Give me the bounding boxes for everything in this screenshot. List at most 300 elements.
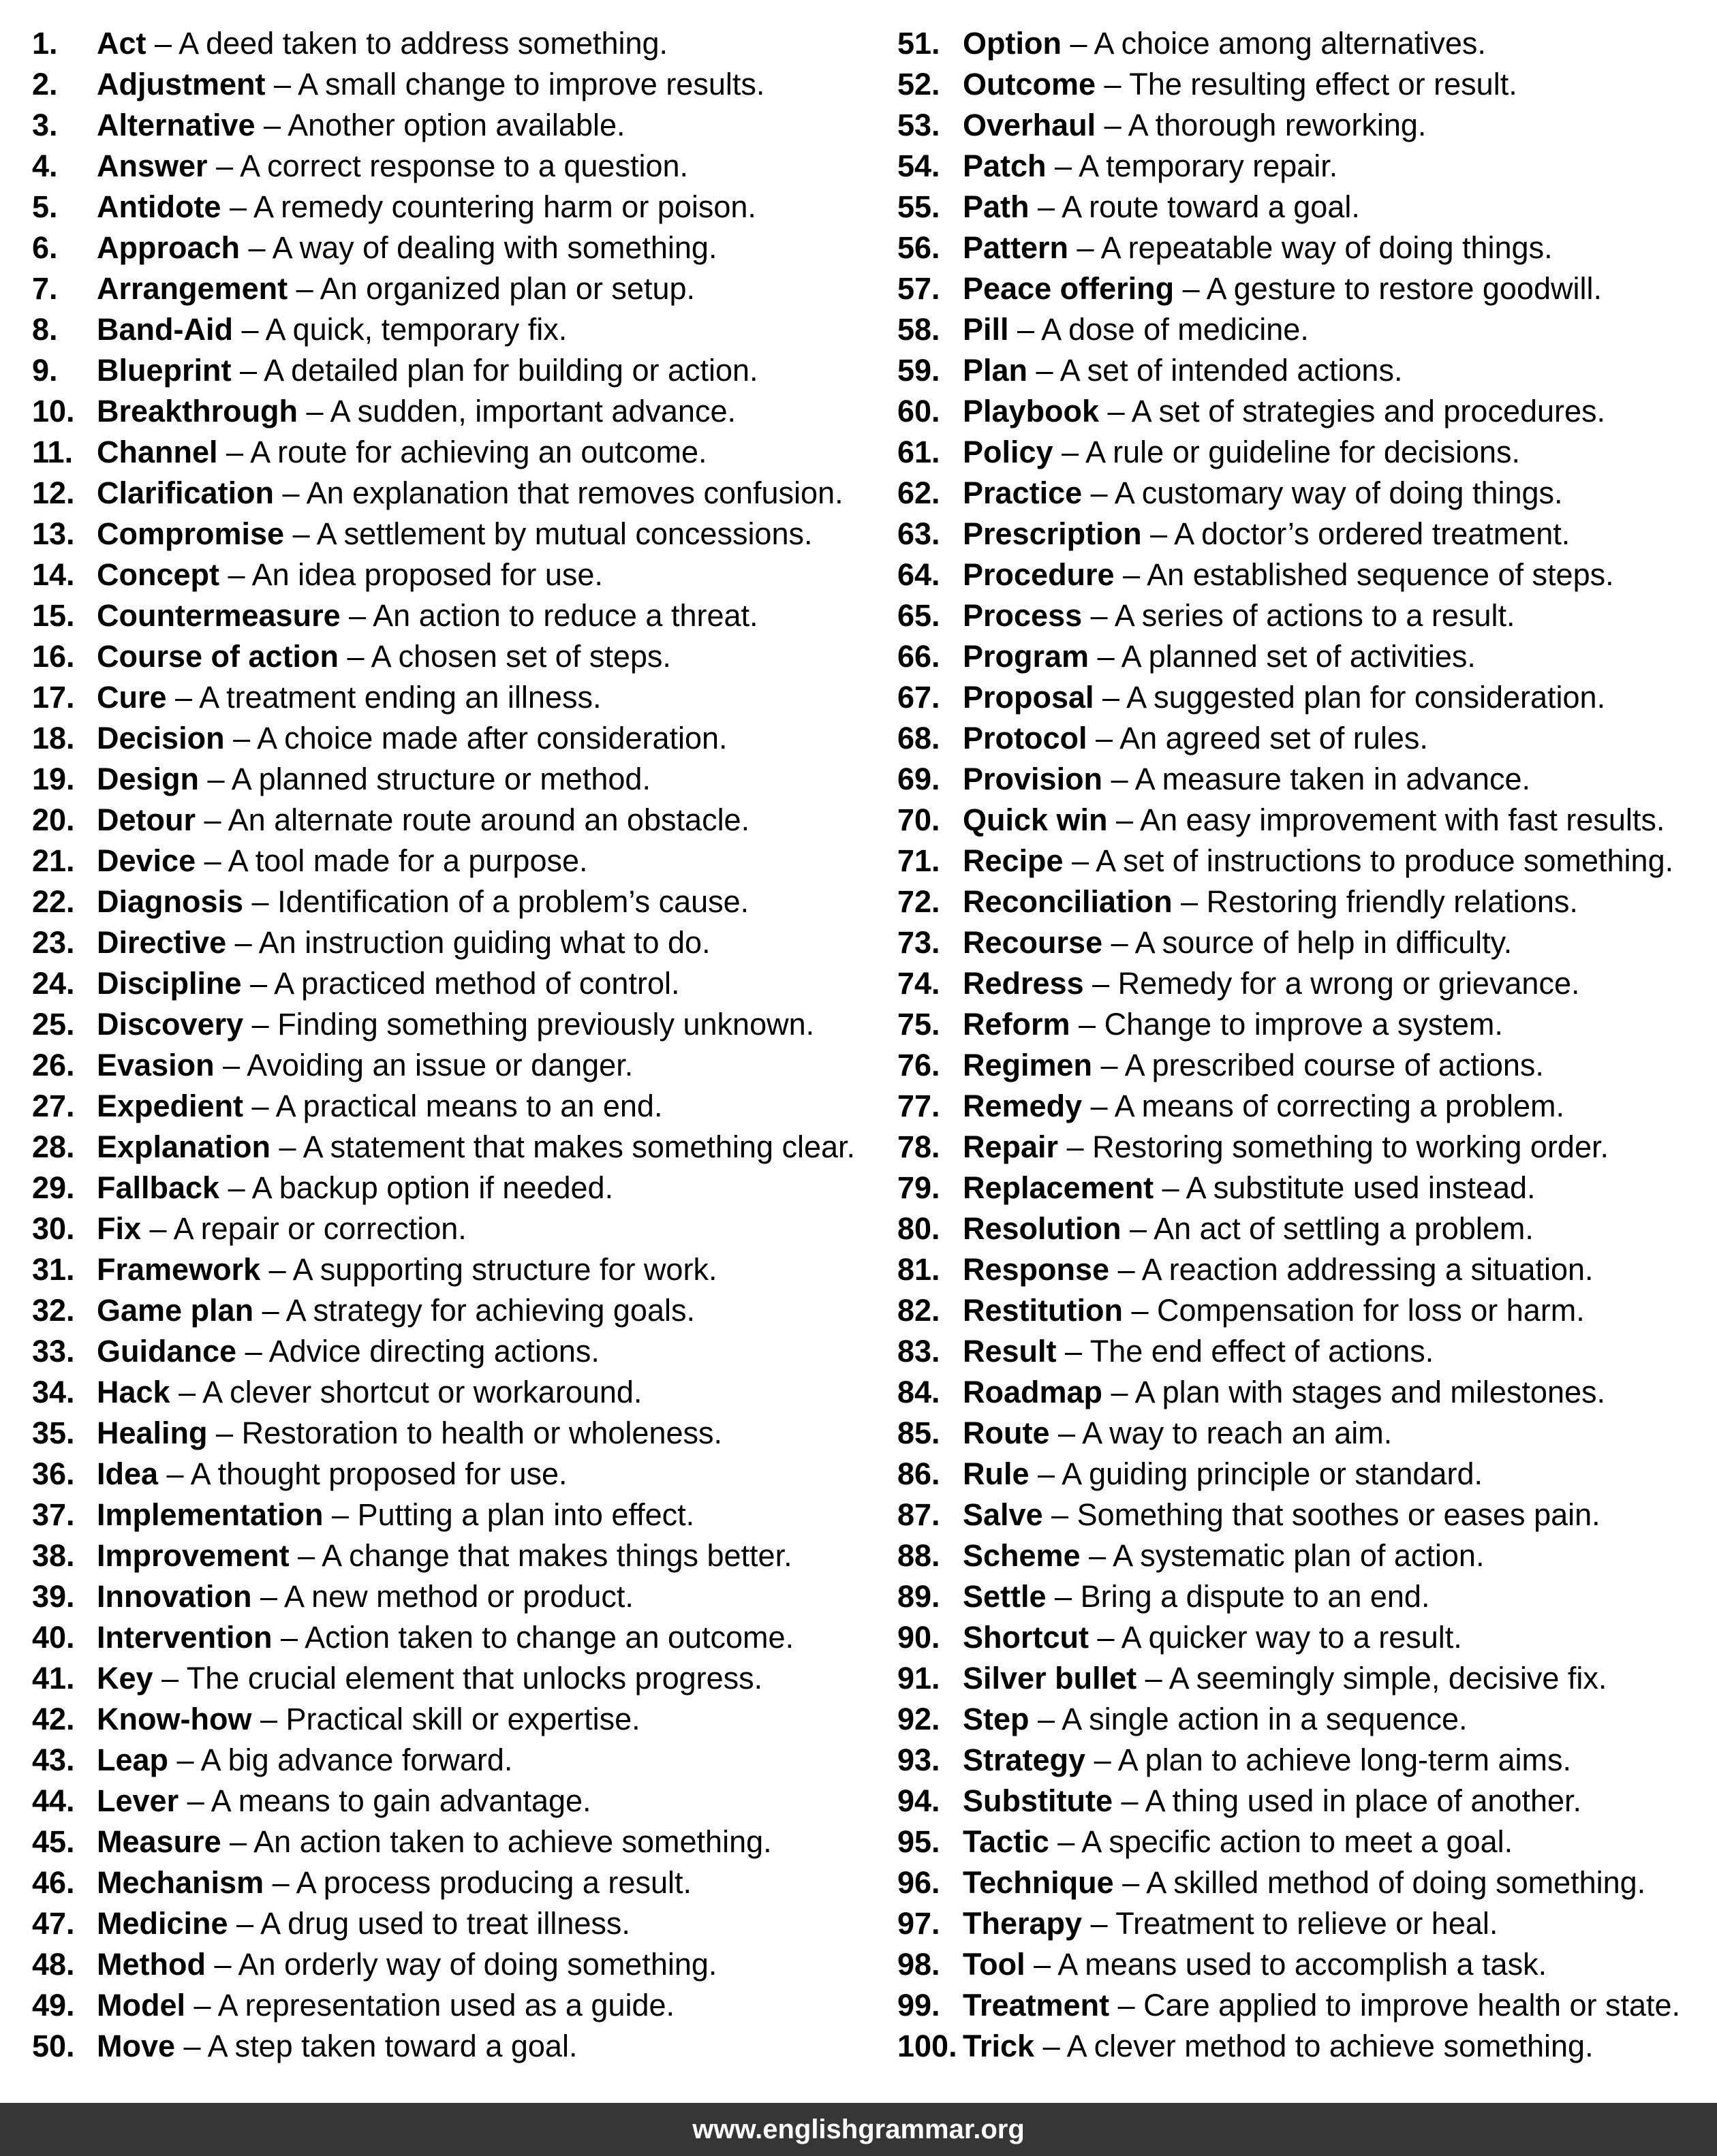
- item-body: [963, 2026, 1594, 2067]
- item-separator: –: [168, 1743, 201, 1777]
- item-body: [97, 1208, 467, 1249]
- item-definition: A small change to improve results.: [298, 67, 765, 101]
- item-definition: An alternate route around an obstacle.: [228, 802, 750, 837]
- item-number: 68.: [897, 721, 940, 755]
- item-term: Answer: [97, 149, 208, 183]
- item-definition: Practical skill or expertise.: [285, 1702, 640, 1736]
- item-separator: –: [170, 1375, 203, 1409]
- item-definition: A big advance forward.: [200, 1743, 513, 1777]
- item-definition: An agreed set of rules.: [1119, 721, 1428, 755]
- item-number: 81.: [897, 1252, 940, 1287]
- item-definition: A thorough reworking.: [1128, 108, 1427, 142]
- item-body: [963, 1168, 1536, 1208]
- item-definition: A change that makes things better.: [322, 1538, 792, 1573]
- item-term: Strategy: [963, 1743, 1086, 1777]
- item-number: 71.: [897, 843, 940, 878]
- item-definition: A way of dealing with something.: [272, 230, 717, 265]
- item-term: Course of action: [97, 639, 339, 674]
- item-body: [963, 64, 1517, 105]
- item-separator: –: [255, 108, 288, 142]
- item-body: [963, 922, 1512, 963]
- item-separator: –: [1025, 1947, 1058, 1982]
- item-term: Silver bullet: [963, 1661, 1137, 1696]
- item-number: 13.: [32, 516, 75, 551]
- item-separator: –: [243, 884, 278, 919]
- item-body: [97, 105, 625, 146]
- item-term: Procedure: [963, 557, 1115, 592]
- item-body: [963, 800, 1665, 841]
- item-body: [97, 800, 749, 841]
- item-body: [97, 1168, 613, 1208]
- item-body: [963, 759, 1530, 800]
- item-term: Step: [963, 1702, 1030, 1736]
- item-number: 18.: [32, 721, 75, 755]
- item-number: 82.: [897, 1293, 940, 1328]
- item-separator: –: [260, 1252, 293, 1287]
- item-definition: The resulting effect or result.: [1129, 67, 1517, 101]
- item-body: [963, 1127, 1609, 1168]
- item-number: 100.: [897, 2029, 957, 2063]
- item-number: 74.: [897, 966, 940, 1001]
- item-term: Route: [963, 1416, 1050, 1450]
- item-term: Breakthrough: [97, 394, 298, 428]
- item-separator: –: [1094, 680, 1127, 715]
- item-body: [963, 881, 1578, 922]
- item-body: [97, 1290, 695, 1331]
- item-term: Arrangement: [97, 271, 288, 306]
- item-number: 31.: [32, 1252, 75, 1287]
- item-term: Result: [963, 1334, 1057, 1369]
- item-number: 85.: [897, 1416, 940, 1450]
- item-term: Replacement: [963, 1170, 1154, 1205]
- item-number: 65.: [897, 598, 940, 633]
- item-number: 12.: [32, 475, 75, 510]
- item-number: 48.: [32, 1947, 75, 1982]
- item-separator: –: [146, 26, 179, 61]
- item-separator: –: [1122, 1293, 1158, 1328]
- item-separator: –: [272, 1620, 305, 1655]
- item-definition: A source of help in difficulty.: [1134, 925, 1513, 960]
- item-term: Compromise: [97, 516, 285, 551]
- item-body: [97, 1331, 600, 1372]
- item-number: 49.: [32, 1988, 75, 2022]
- item-separator: –: [196, 843, 228, 878]
- item-number: 76.: [897, 1048, 940, 1082]
- item-term: Technique: [963, 1865, 1114, 1900]
- item-separator: –: [243, 1007, 278, 1042]
- item-body: [97, 759, 651, 800]
- item-definition: A suggested plan for consideration.: [1126, 680, 1606, 715]
- item-number: 37.: [32, 1497, 75, 1532]
- item-body: [963, 309, 1309, 350]
- item-separator: –: [231, 353, 264, 388]
- item-term: Leap: [97, 1743, 169, 1777]
- item-term: Pill: [963, 312, 1009, 347]
- item-separator: –: [1141, 516, 1175, 551]
- item-definition: A seemingly simple, decisive fix.: [1169, 1661, 1607, 1696]
- item-separator: –: [224, 721, 258, 755]
- item-term: Protocol: [963, 721, 1087, 755]
- item-term: Quick win: [963, 802, 1108, 837]
- item-separator: –: [1049, 1416, 1083, 1450]
- item-term: Repair: [963, 1129, 1059, 1164]
- item-number: 26.: [32, 1048, 75, 1082]
- item-separator: –: [207, 149, 241, 183]
- item-term: Measure: [97, 1824, 221, 1859]
- item-separator: –: [166, 680, 200, 715]
- item-separator: –: [158, 1456, 191, 1491]
- item-body: [97, 1454, 568, 1495]
- item-term: Salve: [963, 1497, 1043, 1532]
- item-body: [97, 1699, 640, 1740]
- item-number: 8.: [32, 312, 58, 347]
- item-number: 43.: [32, 1743, 75, 1777]
- item-body: [963, 595, 1515, 636]
- item-number: 91.: [897, 1661, 940, 1696]
- item-term: Blueprint: [97, 353, 232, 388]
- item-body: [97, 1985, 675, 2026]
- item-body: [963, 1658, 1607, 1699]
- item-separator: –: [1083, 966, 1118, 1001]
- item-separator: –: [274, 475, 307, 510]
- item-definition: A set of strategies and procedures.: [1131, 394, 1606, 428]
- item-definition: A process producing a result.: [296, 1865, 692, 1900]
- item-separator: –: [1085, 1743, 1118, 1777]
- item-body: [97, 1535, 792, 1576]
- item-definition: An instruction guiding what to do.: [258, 925, 711, 960]
- item-body: [97, 881, 749, 922]
- item-body: [963, 1903, 1498, 1944]
- item-term: Settle: [963, 1579, 1047, 1614]
- item-definition: Finding something previously unknown.: [277, 1007, 815, 1042]
- item-separator: –: [1102, 1375, 1135, 1409]
- item-term: Mechanism: [97, 1865, 264, 1900]
- item-body: [963, 1454, 1483, 1495]
- item-definition: An easy improvement with fast results.: [1140, 802, 1665, 837]
- item-separator: –: [339, 639, 371, 674]
- item-number: 36.: [32, 1456, 75, 1491]
- item-definition: A way to reach an aim.: [1082, 1416, 1393, 1450]
- item-definition: A means used to accomplish a task.: [1057, 1947, 1547, 1982]
- item-definition: Identification of a problem’s cause.: [277, 884, 749, 919]
- item-body: [97, 1249, 717, 1290]
- item-body: [97, 554, 603, 595]
- item-number: 5.: [32, 189, 58, 224]
- item-separator: –: [1099, 394, 1132, 428]
- item-term: Key: [97, 1661, 153, 1696]
- item-separator: –: [1121, 1211, 1154, 1246]
- website-url: www.englishgrammar.org: [692, 2114, 1025, 2144]
- item-term: Policy: [963, 435, 1053, 469]
- item-number: 10.: [32, 394, 75, 428]
- item-number: 86.: [897, 1456, 940, 1491]
- item-term: Design: [97, 762, 200, 796]
- item-number: 7.: [32, 271, 58, 306]
- item-number: 64.: [897, 557, 940, 592]
- item-body: [963, 841, 1673, 881]
- item-term: Recourse: [963, 925, 1103, 960]
- item-term: Scheme: [963, 1538, 1081, 1573]
- item-definition: A step taken toward a goal.: [207, 2029, 578, 2063]
- item-term: Move: [97, 2029, 176, 2063]
- item-term: Framework: [97, 1252, 261, 1287]
- item-definition: Change to improve a system.: [1104, 1007, 1503, 1042]
- item-separator: –: [1046, 149, 1079, 183]
- item-term: Response: [963, 1252, 1110, 1287]
- item-term: Fix: [97, 1211, 142, 1246]
- item-separator: –: [1087, 721, 1120, 755]
- item-definition: A temporary repair.: [1079, 149, 1338, 183]
- item-separator: –: [1092, 1048, 1125, 1082]
- item-number: 96.: [897, 1865, 940, 1900]
- item-number: 97.: [897, 1906, 940, 1941]
- item-number: 92.: [897, 1702, 940, 1736]
- item-definition: Restoration to health or wholeness.: [241, 1416, 723, 1450]
- item-separator: –: [298, 394, 330, 428]
- item-definition: A route toward a goal.: [1062, 189, 1360, 224]
- item-definition: An action to reduce a threat.: [373, 598, 758, 633]
- item-body: [963, 23, 1486, 64]
- item-number: 72.: [897, 884, 940, 919]
- item-definition: A remedy countering harm or poison.: [253, 189, 756, 224]
- item-number: 70.: [897, 802, 940, 837]
- item-term: Playbook: [963, 394, 1100, 428]
- item-body: [97, 1740, 512, 1781]
- item-separator: –: [1082, 1906, 1116, 1941]
- item-term: Recipe: [963, 843, 1064, 878]
- item-definition: The crucial element that unlocks progress.: [186, 1661, 763, 1696]
- item-body: [963, 1249, 1594, 1290]
- item-definition: A backup option if needed.: [251, 1170, 614, 1205]
- item-definition: An orderly way of doing something.: [238, 1947, 717, 1982]
- item-term: Roadmap: [963, 1375, 1103, 1409]
- item-separator: –: [1113, 1865, 1147, 1900]
- item-number: 4.: [32, 149, 58, 183]
- item-separator: –: [288, 271, 320, 306]
- item-body: [963, 554, 1614, 595]
- item-separator: –: [232, 312, 266, 347]
- item-definition: A settlement by mutual concessions.: [316, 516, 813, 551]
- item-separator: –: [219, 1170, 252, 1205]
- item-term: Tool: [963, 1947, 1025, 1982]
- item-term: Redress: [963, 966, 1084, 1001]
- item-definition: The end effect of actions.: [1089, 1334, 1434, 1369]
- item-term: Discipline: [97, 966, 242, 1001]
- item-definition: A detailed plan for building or action.: [264, 353, 758, 388]
- item-body: [963, 1781, 1581, 1822]
- item-body: [97, 1862, 692, 1903]
- item-body: [963, 187, 1360, 228]
- item-separator: –: [199, 762, 232, 796]
- item-separator: –: [214, 1048, 247, 1082]
- item-body: [963, 1004, 1503, 1045]
- item-term: Alternative: [97, 108, 256, 142]
- item-number: 98.: [897, 1947, 940, 1982]
- item-separator: –: [1029, 1702, 1062, 1736]
- item-definition: Something that soothes or eases pain.: [1077, 1497, 1600, 1532]
- item-definition: A plan with stages and milestones.: [1134, 1375, 1605, 1409]
- item-term: Provision: [963, 762, 1103, 796]
- item-definition: A correct response to a question.: [240, 149, 689, 183]
- item-body: [97, 1086, 662, 1127]
- item-number: 61.: [897, 435, 940, 469]
- item-separator: –: [226, 925, 259, 960]
- item-definition: A clever shortcut or workaround.: [202, 1375, 643, 1409]
- item-definition: Bring a dispute to an end.: [1080, 1579, 1430, 1614]
- item-separator: –: [1046, 1579, 1081, 1614]
- item-separator: –: [253, 1293, 286, 1328]
- item-body: [963, 1576, 1429, 1617]
- item-definition: A measure taken in advance.: [1134, 762, 1530, 796]
- item-definition: A repair or correction.: [173, 1211, 467, 1246]
- item-definition: A representation used as a guide.: [217, 1988, 675, 2022]
- item-separator: –: [217, 435, 251, 469]
- item-term: Tactic: [963, 1824, 1049, 1859]
- item-term: Game plan: [97, 1293, 254, 1328]
- item-body: [963, 473, 1563, 514]
- item-body: [97, 718, 728, 759]
- item-definition: A clever method to achieve something.: [1066, 2029, 1594, 2063]
- item-separator: –: [1096, 108, 1128, 142]
- item-body: [97, 268, 695, 309]
- item-term: Substitute: [963, 1783, 1113, 1818]
- item-body: [963, 105, 1426, 146]
- item-separator: –: [289, 1538, 322, 1573]
- item-definition: A rule or guideline for decisions.: [1085, 435, 1520, 469]
- item-body: [963, 228, 1553, 268]
- item-definition: An idea proposed for use.: [251, 557, 603, 592]
- item-body: [963, 1045, 1544, 1086]
- item-number: 84.: [897, 1375, 940, 1409]
- item-separator: –: [241, 966, 275, 1001]
- item-number: 53.: [897, 108, 940, 142]
- item-number: 51.: [897, 26, 940, 61]
- item-body: [963, 268, 1602, 309]
- item-body: [963, 391, 1605, 432]
- item-separator: –: [1102, 925, 1135, 960]
- item-number: 40.: [32, 1620, 75, 1655]
- item-definition: A means to gain advantage.: [211, 1783, 591, 1818]
- item-separator: –: [1058, 1129, 1093, 1164]
- item-definition: A guiding principle or standard.: [1062, 1456, 1483, 1491]
- item-term: Plan: [963, 353, 1028, 388]
- item-definition: A chosen set of steps.: [371, 639, 671, 674]
- item-body: [97, 1127, 855, 1168]
- item-body: [97, 2026, 577, 2067]
- item-separator: –: [1136, 1661, 1169, 1696]
- item-separator: –: [284, 516, 317, 551]
- item-separator: –: [236, 1334, 269, 1369]
- item-number: 33.: [32, 1334, 75, 1369]
- item-body: [97, 1617, 794, 1658]
- item-definition: A new method or product.: [284, 1579, 634, 1614]
- item-term: Intervention: [97, 1620, 273, 1655]
- item-number: 60.: [897, 394, 940, 428]
- item-body: [97, 187, 756, 228]
- item-number: 45.: [32, 1824, 75, 1859]
- item-definition: A route for achieving an outcome.: [250, 435, 707, 469]
- item-term: Rule: [963, 1456, 1030, 1491]
- item-number: 38.: [32, 1538, 75, 1573]
- item-body: [963, 718, 1428, 759]
- item-body: [97, 228, 717, 268]
- item-number: 23.: [32, 925, 75, 960]
- item-definition: An organized plan or setup.: [320, 271, 696, 306]
- item-body: [97, 432, 707, 473]
- item-term: Clarification: [97, 475, 275, 510]
- item-body: [963, 1535, 1484, 1576]
- item-definition: Putting a plan into effect.: [357, 1497, 695, 1532]
- item-term: Prescription: [963, 516, 1142, 551]
- item-term: Resolution: [963, 1211, 1122, 1246]
- item-definition: A quicker way to a result.: [1121, 1620, 1462, 1655]
- item-number: 73.: [897, 925, 940, 960]
- item-separator: –: [251, 1702, 286, 1736]
- item-definition: A customary way of doing things.: [1114, 475, 1563, 510]
- item-term: Adjustment: [97, 67, 266, 101]
- item-term: Device: [97, 843, 196, 878]
- item-definition: A supporting structure for work.: [292, 1252, 717, 1287]
- item-definition: Restoring friendly relations.: [1206, 884, 1578, 919]
- item-body: [963, 1331, 1434, 1372]
- item-term: Restitution: [963, 1293, 1123, 1328]
- item-number: 95.: [897, 1824, 940, 1859]
- item-definition: An act of settling a problem.: [1154, 1211, 1534, 1246]
- item-number: 59.: [897, 353, 940, 388]
- item-number: 28.: [32, 1129, 75, 1164]
- item-term: Model: [97, 1988, 185, 2022]
- item-number: 39.: [32, 1579, 75, 1614]
- item-separator: –: [141, 1211, 174, 1246]
- item-body: [963, 1617, 1462, 1658]
- item-definition: A thing used in place of another.: [1145, 1783, 1582, 1818]
- item-body: [97, 514, 813, 554]
- item-body: [97, 963, 679, 1004]
- item-definition: A gesture to restore goodwill.: [1206, 271, 1602, 306]
- item-definition: A prescribed course of actions.: [1124, 1048, 1544, 1082]
- item-number: 63.: [897, 516, 940, 551]
- item-term: Peace offering: [963, 271, 1175, 306]
- item-definition: A deed taken to address something.: [179, 26, 668, 61]
- item-definition: A planned set of activities.: [1121, 639, 1476, 674]
- item-term: Evasion: [97, 1048, 215, 1082]
- item-number: 15.: [32, 598, 75, 633]
- item-term: Pattern: [963, 230, 1069, 265]
- item-body: [963, 677, 1605, 718]
- item-body: [97, 922, 711, 963]
- item-term: Option: [963, 26, 1062, 61]
- item-term: Healing: [97, 1416, 208, 1450]
- item-number: 16.: [32, 639, 75, 674]
- item-body: [97, 23, 668, 64]
- item-separator: –: [1056, 1334, 1090, 1369]
- item-definition: Another option available.: [288, 108, 625, 142]
- item-term: Cure: [97, 680, 167, 715]
- item-number: 75.: [897, 1007, 940, 1042]
- item-body: [963, 1208, 1534, 1249]
- item-body: [97, 1495, 694, 1535]
- item-number: 44.: [32, 1783, 75, 1818]
- item-separator: –: [265, 67, 298, 101]
- item-body: [97, 841, 588, 881]
- item-separator: –: [1089, 639, 1122, 674]
- item-separator: –: [228, 1906, 261, 1941]
- item-definition: A skilled method of doing something.: [1146, 1865, 1646, 1900]
- item-body: [963, 1740, 1571, 1781]
- item-separator: –: [1089, 1620, 1122, 1655]
- item-body: [97, 1658, 762, 1699]
- item-definition: A tool made for a purpose.: [228, 843, 588, 878]
